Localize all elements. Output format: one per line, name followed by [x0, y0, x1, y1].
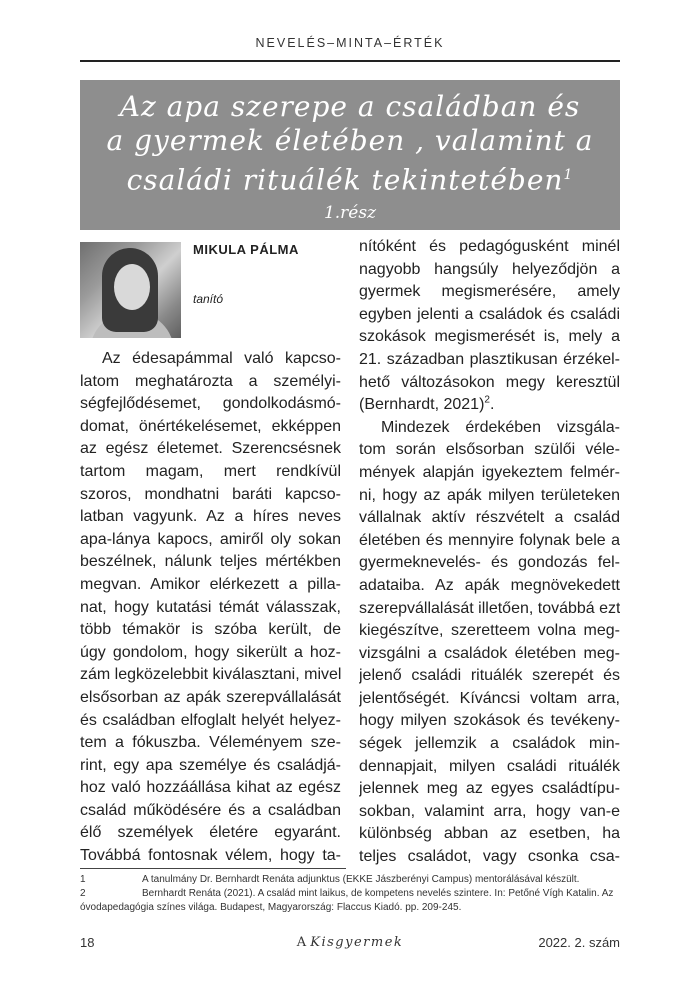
- text-line: hoz való hozzáállása kihat az egész: [80, 779, 341, 797]
- issue-number: 2022. 2. szám: [538, 935, 620, 950]
- article-part: 1.rész: [323, 203, 377, 224]
- text-line: rint, egy apa személye és családjá-: [80, 756, 341, 774]
- footnote-number: 2: [80, 888, 86, 899]
- text-line: latban vagyunk. Az a híres neves: [80, 508, 341, 526]
- author-role: tanító: [193, 292, 224, 306]
- title-banner: [80, 80, 620, 230]
- text-line: apa-lánya kapocs, amiről oly sokan: [80, 530, 341, 548]
- page-number: 18: [80, 935, 95, 950]
- footnote-number: 1: [80, 874, 86, 885]
- text-line: kiegészítve, szeretteem volna meg-: [359, 622, 620, 640]
- text-line: ségek jellemzik a családok min-: [359, 735, 620, 753]
- text-line: Továbbá fontosnak vélem, hogy ta-: [80, 847, 341, 865]
- text-line: sokban, valamint arra, hogy van-e: [359, 802, 620, 820]
- footnote-mark-2: 2: [484, 394, 490, 406]
- header-rule: [80, 60, 620, 62]
- text-line: nat, hogy kutatási témát válasszak,: [80, 598, 341, 616]
- text-line: jelentőségét. Kíváncsi voltam arra,: [359, 689, 620, 707]
- text-line: gyermeknevelés- és gondozás fel-: [359, 554, 620, 572]
- text-line: szerepvállalását illetően, továbbá ezt: [359, 599, 620, 617]
- author-photo: [80, 242, 181, 338]
- photo-face: [114, 264, 150, 310]
- text-line: tom során elsősorban szülői véle-: [359, 441, 620, 459]
- running-head: NEVELÉS–MINTA–ÉRTÉK: [255, 36, 445, 50]
- text-line: dennapjait, milyen családi rituálék: [359, 757, 620, 775]
- text-line: megvan. Amikor elérkezett a pilla-: [80, 575, 341, 593]
- footnotes: [80, 873, 620, 915]
- text-line: az egész életemet. Szerencsésnek: [80, 440, 341, 458]
- text-line: ségfejlődésemet, gondolkodásmó-: [80, 395, 341, 413]
- footnote-text: A tanulmány Dr. Bernhardt Renáta adjunktus (EKKE Jászberényi Campus) mentorálásával készült.: [142, 874, 580, 885]
- text-line: és családban elfoglalt helyét helyez-: [80, 711, 341, 729]
- author-name: MIKULA PÁLMA: [193, 242, 299, 257]
- text-line: úgy gondolom, hogy sikerült a hoz-: [80, 643, 341, 661]
- text-line: zám legközelebbit kiválasztani, mivel: [80, 666, 341, 684]
- text-line: Az édesapámmal való kapcso-: [102, 350, 341, 367]
- text-line: Mindezek érdekében vizsgála-: [381, 418, 620, 436]
- text-line: vállalnak aktív részvételt a család: [359, 509, 620, 527]
- text-line: vizsgálni a családok életében meg-: [359, 644, 620, 662]
- column-2: [359, 236, 620, 869]
- footnote-2: [80, 887, 620, 901]
- text-line: élő személyek életére egyaránt.: [80, 824, 341, 842]
- text-line: mények alapján igyekeztem felmér-: [359, 463, 620, 481]
- column-1: [80, 348, 341, 868]
- text-line: tem a fókuszba. Véleményem sze-: [80, 734, 341, 752]
- magazine-prefix: A: [296, 935, 307, 950]
- text-line: tartom magam, mert rendkívül: [80, 462, 341, 480]
- text-line: beszélnek, nálunk teljes mértékben: [80, 553, 341, 571]
- text-line: latom meghatározta a személyi-: [80, 372, 341, 390]
- footnote-rule: [80, 868, 346, 869]
- citation-end: .: [489, 396, 495, 414]
- title-line-2: a gyermek életében , valamint a: [106, 124, 594, 157]
- citation-line: [359, 394, 620, 417]
- title-line-3: [80, 158, 620, 197]
- text-line: szoros, mondhatni baráti kapcso-: [80, 485, 341, 503]
- title-line-3-text: családi rituálék tekintetében: [126, 163, 564, 197]
- text-line: különbség abban az esetben, ha: [359, 825, 620, 843]
- footnote-2-continuation: óvodapedagógia színes világa. Budapest, Magyarország: Flaccus Kiadó. pp. 209-245.: [80, 902, 462, 913]
- citation: (Bernhardt, 2021): [359, 396, 485, 414]
- article-title: [80, 80, 620, 197]
- text-line: 21. században plasztikusan érzékel-: [359, 350, 620, 368]
- text-line: család működésére és a családban: [80, 801, 341, 819]
- text-line: teljes családot, vagy csonka csa-: [359, 848, 620, 866]
- text-line: gyermek megismerésére, amely: [359, 283, 620, 301]
- text-line: hető változásokon megy keresztül: [359, 373, 620, 391]
- text-line: jelennek meg az egyes családtípu-: [359, 780, 620, 798]
- text-line: nagyobb hangsúly helyeződjön a: [359, 260, 620, 278]
- text-line: életében és mennyire folynak bele a: [359, 531, 620, 549]
- title-footnote-mark: 1: [563, 167, 574, 183]
- text-line: hogy milyen szokások és tevékeny-: [359, 712, 620, 730]
- magazine-title: Kisgyermek: [310, 935, 404, 950]
- text-line: domat, önértékelésemet, ekképpen: [80, 417, 341, 435]
- title-line-1: Az apa szerepe a családban és: [119, 90, 581, 123]
- text-line: nítóként és pedagógusként minél: [359, 238, 620, 255]
- text-line: ni, hogy az apák milyen területeken: [359, 486, 620, 504]
- text-line: adataiba. Az apák megnövekedett: [359, 576, 620, 594]
- footnote-text: Bernhardt Renáta (2021). A család mint laikus, de kompetens nevelés szintere. In: Petőné Vígh Katalin. Az: [142, 888, 614, 899]
- footnote-1: [80, 873, 620, 887]
- text-line: jelenő családi rituálék szerepét és: [359, 667, 620, 685]
- text-line: egyben jelenti a családok és családi: [359, 305, 620, 323]
- text-line: szokások megismerését is, mely a: [359, 328, 620, 346]
- text-line: több témakör is szóba került, de: [80, 621, 341, 639]
- text-line: elsősorban az apák szerepvállalását: [80, 688, 341, 706]
